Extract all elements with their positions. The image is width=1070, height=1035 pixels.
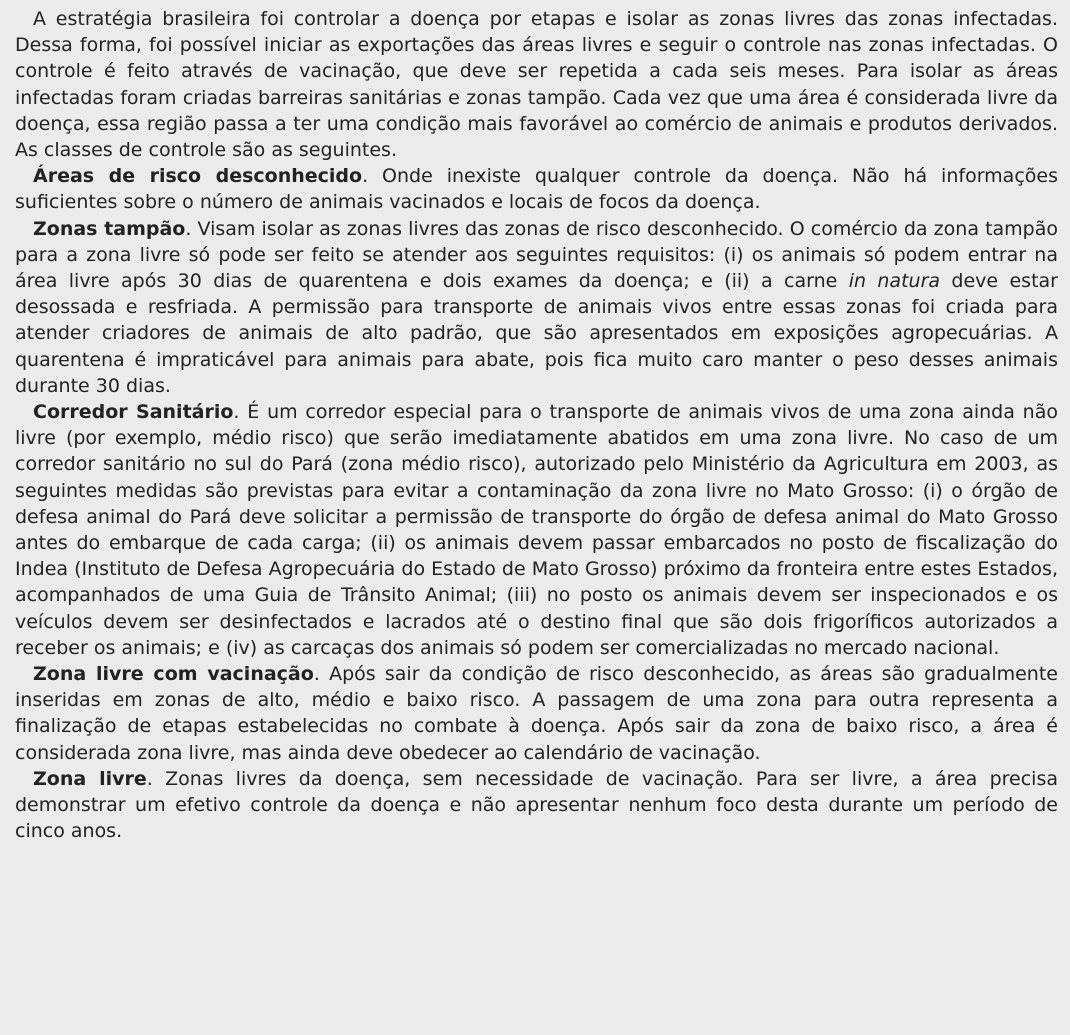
section-paragraph-free-zone (15, 766, 1058, 845)
intro-text: A estratégia brasileira foi controlar a doença por etapas e isolar as zonas livres das zonas infectadas. Dessa forma, foi possível iniciar as exportações das áreas livres e seguir o controle nas zonas infectadas. O controle é feito através de vacinação, que deve ser repetida a cada seis meses. Para isolar as áreas infectadas foram criadas barreiras sanitárias e zonas tampão. Cada vez que uma área é considerada livre da doença, essa região passa a ter uma condição mais favorável ao comércio de animais e produtos derivados. As classes de controle são as seguintes. (15, 8, 1058, 162)
section-paragraph-unknown-risk (15, 163, 1058, 215)
section-text: deve estar desossada e resfriada. A permissão para transporte de animais vivos entre essas zonas foi criada para atender criadores de animais de alto padrão, que são apresentados em exposições agropecuárias. A quarentena é impraticável para animais para abate, pois fica muito caro manter o peso desses animais durante 30 dias. (15, 270, 1058, 397)
section-paragraph-sanitary-corridor (15, 399, 1058, 661)
section-term: Zona livre com vacinação (33, 663, 314, 686)
section-text: . Após sair da condição de risco desconhecido, as áreas são gradualmente inseridas em zonas de alto, médio e baixo risco. A passagem de uma zona para outra representa a finalização de etapas estabelecidas no combate à doença. Após sair da zona de baixo risco, a área é considerada zona livre, mas ainda deve obedecer ao calendário de vacinação. (15, 663, 1058, 764)
intro-paragraph (15, 6, 1058, 163)
section-term: Zona livre (33, 767, 147, 790)
section-paragraph-buffer-zones (15, 216, 1058, 399)
section-text: . Visam isolar as zonas livres das zonas de risco desconhecido. O comércio da zona tampão para a zona livre só pode ser feito se atender aos seguintes requisitos: (i) os animais só podem entrar na área livre após 30 dias de quarentena e dois exames da doença; e (ii) a carne (15, 217, 1058, 293)
section-term: Zonas tampão (33, 217, 186, 240)
section-text: . Zonas livres da doença, sem necessidade de vacinação. Para ser livre, a área precisa demonstrar um efetivo controle da doença e não apresentar nenhum foco desta durante um período de cinco anos. (15, 767, 1058, 843)
section-term: Corredor Sanitário (33, 401, 234, 424)
section-term: Áreas de risco desconhecido (33, 165, 363, 188)
section-text: . É um corredor especial para o transporte de animais vivos de uma zona ainda não livre (por exemplo, médio risco) que serão imediatamente abatidos em uma zona livre. No caso de um corredor sanitário no sul do Pará (zona médio risco), autorizado pelo Ministério da Agricultura em 2003, as seguintes medidas são previstas para evitar a contaminação da zona livre no Mato Grosso: (i) o órgão de defesa animal do Pará deve solicitar a permissão de transporte do órgão de defesa animal do Mato Grosso antes do embarque de cada carga; (ii) os animais devem passar embarcados no posto de fiscalização do Indea (Instituto de Defesa Agropecuária do Estado de Mato Grosso) próximo da fronteira entre estes Estados, acompanhados de uma Guia de Trânsito Animal; (iii) no posto os animais devem ser inspecionados e os veículos devem ser desinfectados e lacrados até o destino final que são dois frigoríficos autorizados a receber os animais; e (iv) as carcaças dos animais só podem ser comercializadas no mercado nacional. (15, 401, 1058, 659)
section-paragraph-free-zone-vaccination (15, 661, 1058, 766)
section-italic-text: in natura (848, 270, 941, 293)
section-text: . Onde inexiste qualquer controle da doença. Não há informações suficientes sobre o número de animais vacinados e locais de focos da doença. (15, 165, 1058, 214)
